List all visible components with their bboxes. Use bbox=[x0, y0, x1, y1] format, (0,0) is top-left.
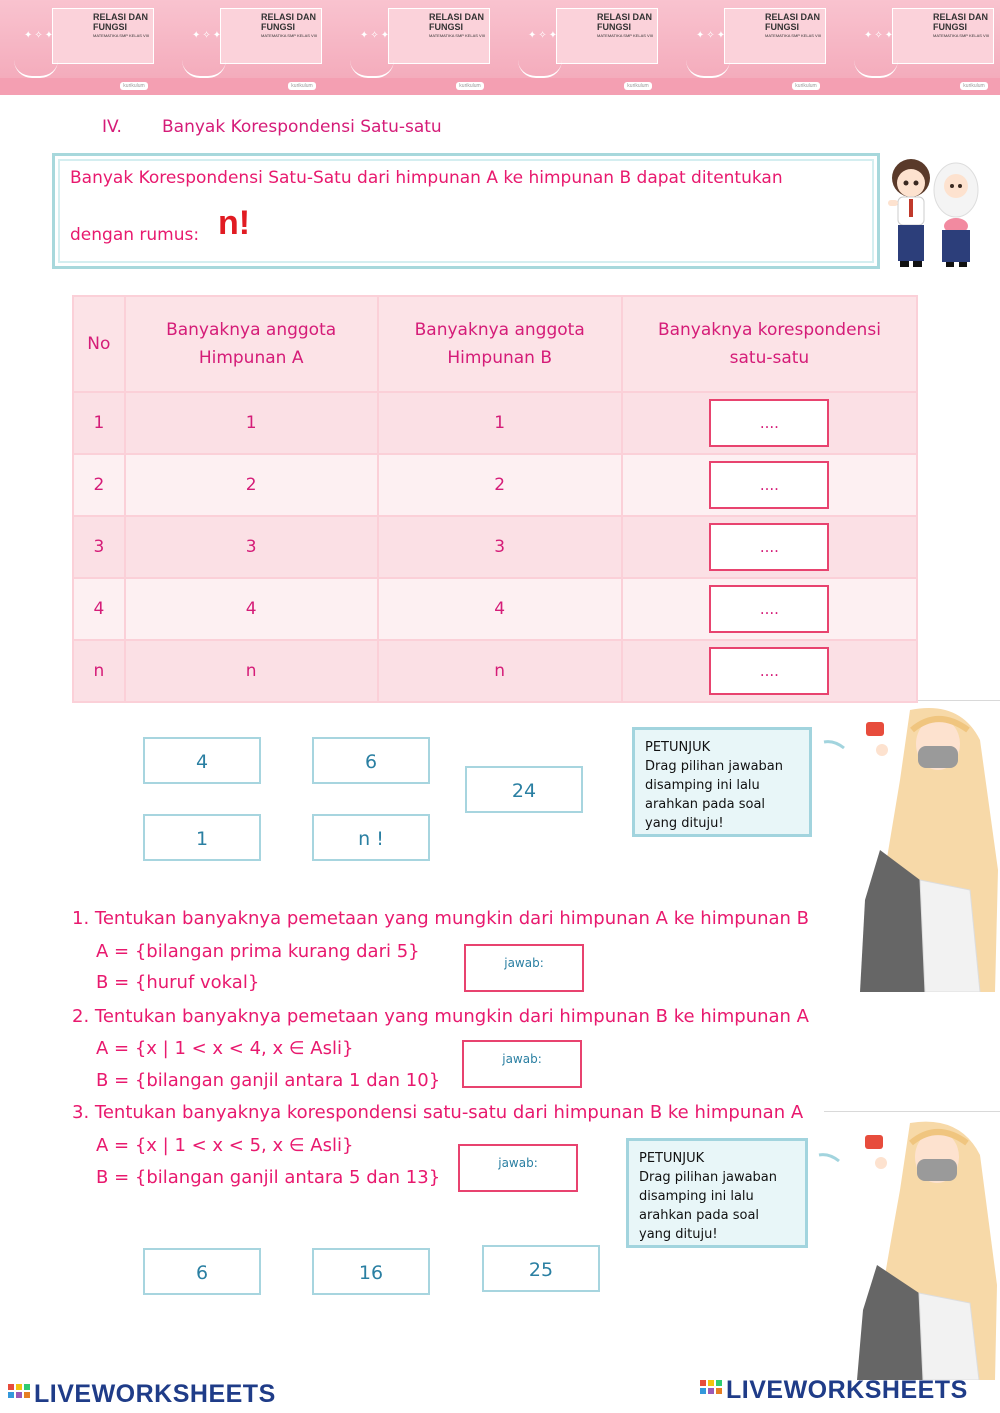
book-icon bbox=[518, 60, 562, 78]
header-no: No bbox=[73, 296, 125, 392]
answer-drop-box[interactable]: .... bbox=[709, 399, 829, 447]
question-2-set-a: A = {x | 1 < x < 4, x ∈ Asli} bbox=[96, 1038, 354, 1059]
table-row bbox=[73, 392, 917, 454]
cell-answer bbox=[622, 516, 917, 578]
header-banner bbox=[0, 0, 1000, 95]
cover-subtitle: MATEMATIKA SMP KELAS VIII bbox=[765, 33, 822, 38]
hint-text: Drag pilihan jawaban disamping ini lalu arahkan pada soal yang dituju! bbox=[645, 759, 784, 831]
cell-no: n bbox=[73, 640, 125, 702]
birds-icon: ✦✧✦ bbox=[528, 30, 560, 41]
table-row bbox=[73, 640, 917, 702]
answer-drop-box[interactable]: .... bbox=[709, 461, 829, 509]
cell-no: 1 bbox=[73, 392, 125, 454]
book-icon bbox=[182, 60, 226, 78]
cell-answer bbox=[622, 392, 917, 454]
question-2: 2. Tentukan banyaknya pemetaan yang mungkin dari himpunan B ke himpunan A bbox=[72, 1006, 809, 1027]
cell-answer bbox=[622, 640, 917, 702]
cell-no: 4 bbox=[73, 578, 125, 640]
cell-a: 1 bbox=[125, 392, 378, 454]
question-1-set-b: B = {huruf vokal} bbox=[96, 972, 260, 993]
cover-tag: kurikulum bbox=[120, 82, 148, 90]
question-3-set-b: B = {bilangan ganjil antara 5 dan 13} bbox=[96, 1167, 441, 1188]
choice-chip-16[interactable]: 16 bbox=[312, 1248, 430, 1295]
cover-title: RELASI DAN FUNGSI bbox=[93, 12, 149, 32]
banner-tile bbox=[336, 0, 505, 95]
answer-drop-box[interactable]: .... bbox=[709, 647, 829, 695]
cover-title: RELASI DAN FUNGSI bbox=[933, 12, 989, 32]
table-row bbox=[73, 454, 917, 516]
section-number: IV. bbox=[102, 117, 122, 137]
liveworksheets-mark-icon bbox=[8, 1384, 30, 1404]
answer-drop-box[interactable]: .... bbox=[709, 523, 829, 571]
girl-figure bbox=[934, 163, 978, 267]
cell-no: 3 bbox=[73, 516, 125, 578]
cover-subtitle: MATEMATIKA SMP KELAS VIII bbox=[597, 33, 654, 38]
hint-title: PETUNJUK bbox=[639, 1151, 705, 1166]
cell-a: 4 bbox=[125, 578, 378, 640]
cell-b: 2 bbox=[378, 454, 622, 516]
cell-a: 3 bbox=[125, 516, 378, 578]
hint-box bbox=[632, 727, 812, 837]
choice-chip-1[interactable]: 1 bbox=[143, 814, 261, 861]
book-icon bbox=[854, 60, 898, 78]
cell-b: 3 bbox=[378, 516, 622, 578]
book-icon bbox=[686, 60, 730, 78]
cover-card bbox=[220, 8, 322, 64]
birds-icon: ✦✧✦ bbox=[696, 30, 728, 41]
birds-icon: ✦✧✦ bbox=[192, 30, 224, 41]
question-1: 1. Tentukan banyaknya pemetaan yang mungkin dari himpunan A ke himpunan B bbox=[72, 908, 809, 929]
banner-tile bbox=[168, 0, 337, 95]
brand-text: LIVEWORKSHEETS bbox=[34, 1380, 276, 1408]
brand-text: LIVEWORKSHEETS bbox=[726, 1376, 968, 1404]
hint-text: Drag pilihan jawaban disamping ini lalu arahkan pada soal yang dituju! bbox=[639, 1170, 778, 1242]
answer-drop-box-q3[interactable]: jawab: bbox=[458, 1144, 578, 1192]
choice-chip-25[interactable]: 25 bbox=[482, 1245, 600, 1292]
cover-card bbox=[892, 8, 994, 64]
teacher-illustration bbox=[815, 1115, 1000, 1380]
formula-text-line1: Banyak Korespondensi Satu-Satu dari himpunan A ke himpunan B dapat ditentukan bbox=[70, 168, 783, 188]
birds-icon: ✦✧✦ bbox=[864, 30, 896, 41]
question-3: 3. Tentukan banyaknya korespondensi satu-satu dari himpunan B ke himpunan A bbox=[72, 1102, 804, 1123]
cell-b: 4 bbox=[378, 578, 622, 640]
header-set-a: Banyaknya anggota Himpunan A bbox=[125, 296, 378, 392]
choice-chip-n-factorial[interactable]: n ! bbox=[312, 814, 430, 861]
header-set-b: Banyaknya anggota Himpunan B bbox=[378, 296, 622, 392]
answer-drop-box[interactable]: .... bbox=[709, 585, 829, 633]
table-row bbox=[73, 578, 917, 640]
hint-title: PETUNJUK bbox=[645, 740, 711, 755]
cell-answer bbox=[622, 454, 917, 516]
header-correspondence: Banyaknya korespondensi satu-satu bbox=[622, 296, 917, 392]
formula-text-line2: dengan rumus: bbox=[70, 225, 200, 245]
choice-chip-6[interactable]: 6 bbox=[312, 737, 430, 784]
section-title bbox=[102, 117, 442, 137]
divider bbox=[824, 1111, 1000, 1112]
correspondence-table bbox=[72, 295, 918, 703]
cover-card bbox=[388, 8, 490, 64]
liveworksheets-logo-right bbox=[700, 1376, 968, 1405]
section-title-text: Banyak Korespondensi Satu-satu bbox=[162, 117, 442, 137]
banner-tile bbox=[672, 0, 841, 95]
question-3-set-a: A = {x | 1 < x < 5, x ∈ Asli} bbox=[96, 1135, 354, 1156]
cover-subtitle: MATEMATIKA SMP KELAS VIII bbox=[93, 33, 150, 38]
choice-chip-6[interactable]: 6 bbox=[143, 1248, 261, 1295]
question-1-set-a: A = {bilangan prima kurang dari 5} bbox=[96, 941, 420, 962]
liveworksheets-logo-left bbox=[8, 1380, 276, 1409]
cell-a: n bbox=[125, 640, 378, 702]
question-2-set-b: B = {bilangan ganjil antara 1 dan 10} bbox=[96, 1070, 441, 1091]
choice-chip-4[interactable]: 4 bbox=[143, 737, 261, 784]
liveworksheets-mark-icon bbox=[700, 1380, 722, 1400]
formula-expression: n! bbox=[218, 204, 251, 242]
cover-card bbox=[52, 8, 154, 64]
teacher-illustration bbox=[820, 700, 1000, 992]
banner-tile bbox=[840, 0, 1000, 95]
students-illustration bbox=[878, 150, 988, 275]
cell-b: n bbox=[378, 640, 622, 702]
cover-tag: kurikulum bbox=[624, 82, 652, 90]
cover-title: RELASI DAN FUNGSI bbox=[765, 12, 821, 32]
banner-tile bbox=[504, 0, 673, 95]
birds-icon: ✦✧✦ bbox=[360, 30, 392, 41]
cover-tag: kurikulum bbox=[792, 82, 820, 90]
table-header-row bbox=[73, 296, 917, 392]
book-icon bbox=[14, 60, 58, 78]
cell-a: 2 bbox=[125, 454, 378, 516]
choice-chip-24[interactable]: 24 bbox=[465, 766, 583, 813]
book-icon bbox=[350, 60, 394, 78]
hint-box bbox=[626, 1138, 808, 1248]
cover-title: RELASI DAN FUNGSI bbox=[429, 12, 485, 32]
boy-figure bbox=[888, 159, 930, 267]
cover-title: RELASI DAN FUNGSI bbox=[597, 12, 653, 32]
cover-tag: kurikulum bbox=[288, 82, 316, 90]
answer-drop-box-q1[interactable]: jawab: bbox=[464, 944, 584, 992]
cell-no: 2 bbox=[73, 454, 125, 516]
cell-answer bbox=[622, 578, 917, 640]
cover-tag: kurikulum bbox=[960, 82, 988, 90]
banner-tile bbox=[0, 0, 169, 95]
cover-tag: kurikulum bbox=[456, 82, 484, 90]
cover-title: RELASI DAN FUNGSI bbox=[261, 12, 317, 32]
table-row bbox=[73, 516, 917, 578]
cover-card bbox=[724, 8, 826, 64]
cover-subtitle: MATEMATIKA SMP KELAS VIII bbox=[429, 33, 486, 38]
cover-subtitle: MATEMATIKA SMP KELAS VIII bbox=[933, 33, 990, 38]
cover-card bbox=[556, 8, 658, 64]
answer-drop-box-q2[interactable]: jawab: bbox=[462, 1040, 582, 1088]
cover-subtitle: MATEMATIKA SMP KELAS VIII bbox=[261, 33, 318, 38]
cell-b: 1 bbox=[378, 392, 622, 454]
birds-icon: ✦✧✦ bbox=[24, 30, 56, 41]
